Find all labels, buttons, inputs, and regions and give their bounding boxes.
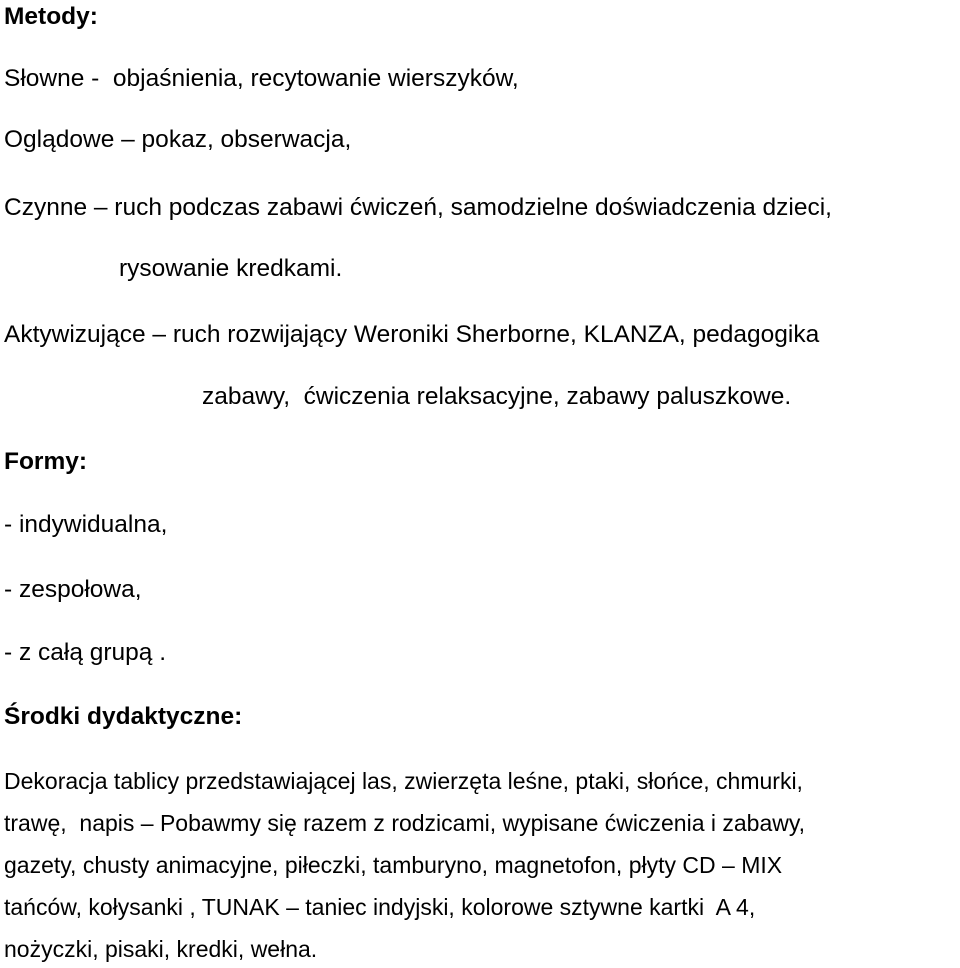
methods-line-active: Czynne – ruch podczas zabawi ćwiczeń, samodzielne doświadczenia dzieci,: [4, 194, 832, 221]
forms-item-team: - zespołowa,: [4, 576, 142, 603]
methods-line-active-continued: rysowanie kredkami.: [119, 255, 343, 282]
methods-line-verbal: Słowne - objaśnienia, recytowanie wierszyków,: [4, 65, 519, 92]
teaching-aids-line: nożyczki, pisaki, kredki, wełna.: [4, 936, 318, 962]
teaching-aids-line: gazety, chusty animacyjne, piłeczki, tamburyno, magnetofon, płyty CD – MIX: [4, 852, 783, 878]
teaching-aids-line: Dekoracja tablicy przedstawiającej las, zwierzęta leśne, ptaki, słońce, chmurki,: [4, 768, 803, 794]
methods-heading: Metody:: [4, 3, 98, 30]
forms-heading: Formy:: [4, 448, 88, 475]
methods-line-visual: Oglądowe – pokaz, obserwacja,: [4, 126, 352, 153]
methods-line-activating-continued: zabawy, ćwiczenia relaksacyjne, zabawy paluszkowe.: [202, 383, 792, 410]
teaching-aids-line: tańców, kołysanki , TUNAK – taniec indyjski, kolorowe sztywne kartki A 4,: [4, 894, 756, 920]
teaching-aids-heading: Środki dydaktyczne:: [4, 703, 243, 730]
teaching-aids-line: trawę, napis – Pobawmy się razem z rodzicami, wypisane ćwiczenia i zabawy,: [4, 810, 806, 836]
methods-line-activating: Aktywizujące – ruch rozwijający Weroniki Sherborne, KLANZA, pedagogika: [4, 321, 820, 348]
forms-item-whole-group: - z całą grupą .: [4, 639, 167, 666]
forms-item-individual: - indywidualna,: [4, 511, 168, 538]
